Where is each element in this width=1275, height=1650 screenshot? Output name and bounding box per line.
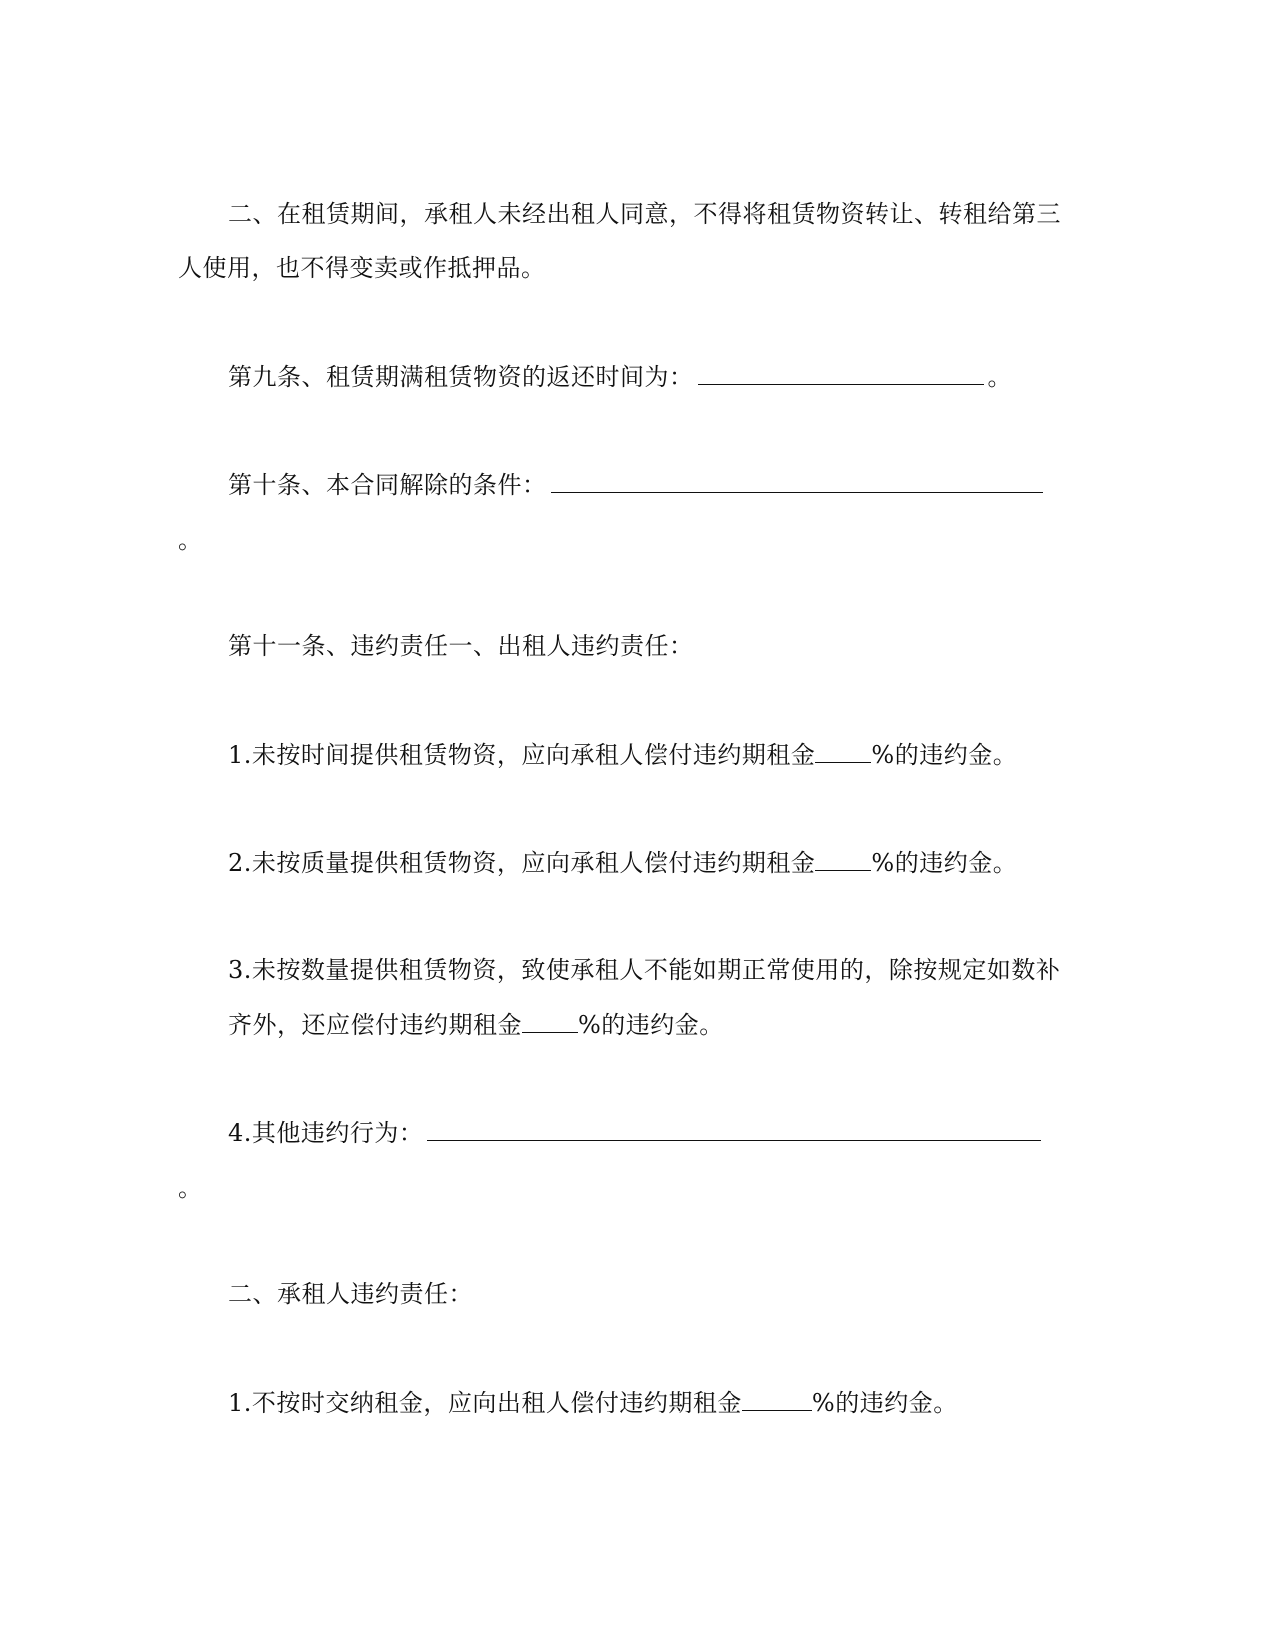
percent-blank[interactable]	[522, 1008, 578, 1033]
article-9-label: 第九条、租赁期满租赁物资的返还时间为：	[228, 363, 694, 391]
period: 。	[987, 363, 1012, 391]
item-suffix: %的违约金。	[871, 849, 1018, 877]
lessor-item-2	[228, 846, 1017, 879]
item-text: 3.未按数量提供租赁物资，致使承租人不能如期正常使用的，除按规定如数补	[228, 956, 1061, 984]
lessee-breach-heading	[228, 1278, 473, 1310]
article-10-end	[178, 524, 203, 556]
article-10-label: 第十条、本合同解除的条件：	[228, 471, 547, 499]
item-suffix: %的违约金。	[578, 1011, 724, 1039]
lessor-item-3-line1	[228, 954, 1060, 986]
item-text: 2.未按质量提供租赁物资，应向承租人偿付违约期租金	[228, 849, 816, 877]
lessor-item-4	[228, 1116, 1045, 1149]
item-suffix: %的违约金。	[811, 1389, 958, 1417]
lessor-item-4-end	[178, 1172, 203, 1204]
item-text: 1.不按时交纳租金，应向出租人偿付违约期租金	[228, 1389, 742, 1417]
lessor-item-1	[228, 738, 1017, 771]
termination-conditions-blank[interactable]	[551, 468, 1043, 493]
lessee-item-1	[228, 1386, 958, 1419]
return-time-blank[interactable]	[698, 360, 984, 385]
text: 人使用，也不得变卖或作抵押品。	[178, 254, 546, 282]
item-suffix: %的违约金。	[871, 741, 1018, 769]
paragraph-lease-transfer-line1	[228, 198, 1061, 230]
period: 。	[178, 526, 203, 554]
text: 二、承租人违约责任：	[228, 1280, 473, 1308]
percent-blank[interactable]	[815, 846, 871, 871]
lessor-item-3-line2	[228, 1008, 724, 1041]
article-11-heading	[228, 630, 694, 662]
text: 二、在租赁期间，承租人未经出租人同意，不得将租赁物资转让、转租给第三	[228, 200, 1061, 228]
other-breach-blank[interactable]	[427, 1116, 1041, 1141]
item-text: 齐外，还应偿付违约期租金	[228, 1011, 522, 1039]
text: 第十一条、违约责任一、出租人违约责任：	[228, 632, 694, 660]
article-9	[228, 360, 1012, 393]
percent-blank[interactable]	[815, 738, 871, 763]
item-text: 4.其他违约行为：	[228, 1119, 424, 1147]
article-10	[228, 468, 1047, 501]
paragraph-lease-transfer-line2	[178, 252, 546, 284]
percent-blank[interactable]	[742, 1386, 812, 1411]
period: 。	[178, 1174, 203, 1202]
item-text: 1.未按时间提供租赁物资，应向承租人偿付违约期租金	[228, 741, 816, 769]
